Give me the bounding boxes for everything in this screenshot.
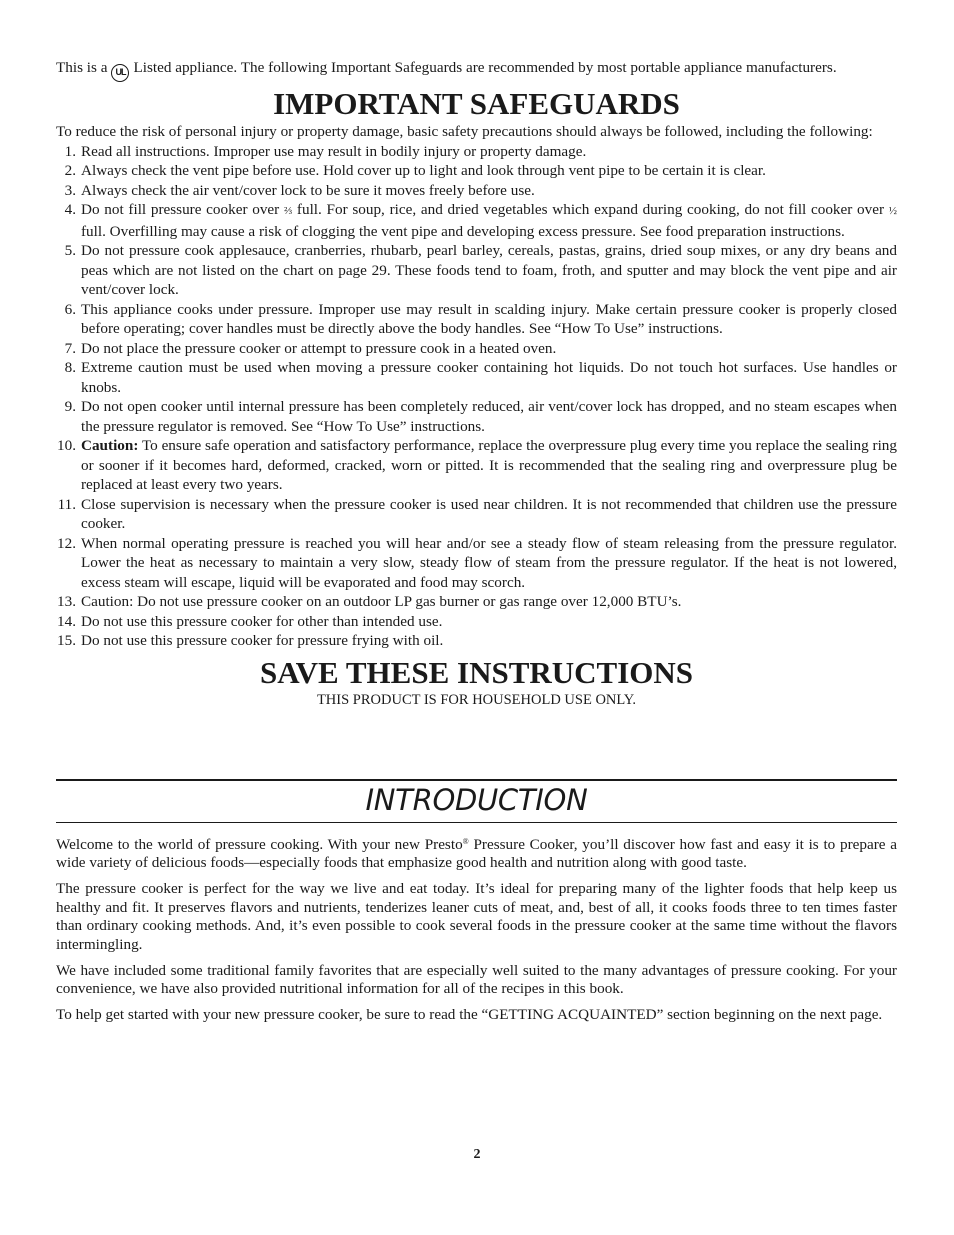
item-number: 1. xyxy=(64,142,76,160)
safeguard-item xyxy=(56,161,897,181)
introduction-heading: INTRODUCTION xyxy=(365,782,588,817)
safeguard-item xyxy=(56,300,897,339)
introduction-top-rule xyxy=(56,779,897,781)
item-text: Do not place the pressure cooker or attempt to pressure cook in a heated oven. xyxy=(81,339,557,357)
save-instructions-heading: SAVE THESE INSTRUCTIONS xyxy=(259,654,694,690)
safeguard-item xyxy=(56,495,897,534)
safeguard-item xyxy=(56,339,897,359)
item-number: 3. xyxy=(64,181,76,199)
safeguards-list xyxy=(56,142,897,651)
item-number: 2. xyxy=(64,162,76,179)
page-body xyxy=(56,58,897,1025)
item-text: Do not use this pressure cooker for pressure frying with oil. xyxy=(81,632,444,649)
item-text: This appliance cooks under pressure. Improper use may result in scalding injury. Make certain pressure cooker is properly closed before operating; cover handles must be directly above the body handles. See “How To Use” instructions. xyxy=(81,300,897,337)
introduction-paragraph xyxy=(56,836,897,873)
item-number: 15. xyxy=(57,632,76,649)
ul-listing-notice xyxy=(56,58,897,82)
introduction-paragraph: We have included some traditional family favorites that are especially well suited to the many advantages of pressure cooking. For your convenience, we have also provided nutritional information for all of the recipes in this book. xyxy=(56,961,897,998)
item-text: full. For soup, rice, and dried vegetables which expand during cooking, do not fill cooker over xyxy=(292,201,889,218)
safeguards-heading: IMPORTANT SAFEGUARDS xyxy=(273,86,680,121)
item-number: 7. xyxy=(64,339,76,357)
paragraph-text: Welcome to the world of pressure cooking. With your new Presto xyxy=(56,835,463,853)
safeguard-item xyxy=(56,241,897,300)
item-number: 10. xyxy=(57,437,76,454)
item-text: Always check the vent pipe before use. Hold cover up to light and look through vent pipe to be certain it is clear. xyxy=(81,162,766,179)
item-text: When normal operating pressure is reached you will hear and/or see a steady flow of steam releasing from the pressure regulator. Lower the heat as necessary to maintain a very slow, steady flow of steam from the pressure regulator. If the heat is not lowered, excess steam will escape, liquid will be evaporated and food may scorch. xyxy=(81,534,897,591)
item-text: To ensure safe operation and satisfactory performance, replace the overpressure plug every time you replace the sealing ring or sooner if it becomes hard, deformed, cracked, worn or pitted. It is recommended that the sealing ring and overpressure plug be replaced at least every two years. xyxy=(81,437,897,493)
safeguards-lead: To reduce the risk of personal injury or property damage, basic safety precautions should always be followed, including the following: xyxy=(56,123,873,140)
item-number: 9. xyxy=(64,398,76,415)
introduction-bottom-rule xyxy=(56,822,897,823)
item-text: Close supervision is necessary when the pressure cooker is used near children. It is not recommended that children use the pressure cooker. xyxy=(81,495,897,532)
item-number: 11. xyxy=(57,495,76,513)
item-number: 8. xyxy=(64,359,76,376)
safeguard-item xyxy=(56,534,897,593)
fraction-one-half: ½ xyxy=(888,205,897,217)
registered-mark: ® xyxy=(462,836,469,846)
item-text: full. Overfilling may cause a risk of clogging the vent pipe and developing excess pressure. See food preparation instructions. xyxy=(81,222,845,240)
safeguard-item xyxy=(56,436,897,495)
household-use-note: THIS PRODUCT IS FOR HOUSEHOLD USE ONLY. xyxy=(316,691,637,708)
item-number: 6. xyxy=(64,300,76,318)
paragraph-text: Pressure Cooker, you’ll discover how fast and easy it is to prepare a wide variety of delicious foods—especially foods that emphasize good health and nutrition along with good taste. xyxy=(56,835,897,872)
item-text: Do not fill pressure cooker over xyxy=(81,201,284,218)
safeguard-item xyxy=(56,358,897,397)
caution-label: Caution: xyxy=(81,437,139,454)
introduction-paragraph: To help get started with your new pressure cooker, be sure to read the “GETTING ACQUAINTED” section beginning on the next page. xyxy=(56,1006,883,1024)
item-text: Do not open cooker until internal pressure has been completely reduced, air vent/cover lock has dropped, and no steam escapes when the pressure regulator is removed. See “How To Use” instructions. xyxy=(81,398,897,435)
safeguard-item xyxy=(56,181,897,201)
notice-suffix: Listed appliance. The following Important Safeguards are recommended by most portable appliance manufacturers. xyxy=(133,59,837,76)
item-text: Extreme caution must be used when moving a pressure cooker containing hot liquids. Do not touch hot surfaces. Use handles or knobs. xyxy=(81,359,897,396)
page-number: 2 xyxy=(473,1147,481,1162)
safeguard-item xyxy=(56,592,897,612)
safeguard-item xyxy=(56,397,897,436)
item-number: 12. xyxy=(57,534,76,552)
item-text: Do not pressure cook applesauce, cranberries, rhubarb, pearl barley, cereals, pastas, grains, dried soup mixes, or any dry beans and peas which are not listed on the chart on page 29. These foods tend to foam, froth, and sputter and may block the vent pipe and air vent/cover lock. xyxy=(81,242,897,298)
item-text: Always check the air vent/cover lock to be sure it moves freely before use. xyxy=(81,181,535,199)
item-text: Caution: Do not use pressure cooker on an outdoor LP gas burner or gas range over 12,000 BTU’s. xyxy=(81,593,682,610)
safeguard-item xyxy=(56,631,897,651)
safeguard-item xyxy=(56,142,897,162)
safeguard-item xyxy=(56,200,897,241)
item-number: 5. xyxy=(64,242,76,259)
item-text: Do not use this pressure cooker for other than intended use. xyxy=(81,612,443,630)
item-number: 13. xyxy=(57,593,76,610)
notice-prefix: This is a xyxy=(56,59,108,76)
ul-listed-icon: UL xyxy=(111,64,129,82)
introduction-paragraph: The pressure cooker is perfect for the way we live and eat today. It’s ideal for preparing many of the lighter foods that help keep us healthy and fit. It preserves flavors and nutrients, tenderizes leaner cuts of meat, and, best of all, it cooks foods three to ten times faster than ordinary cooking methods. And, it’s even possible to cook several foods in the pressure cooker at the same time without the flavors intermingling. xyxy=(56,879,897,954)
fraction-two-thirds: ⅔ xyxy=(283,205,293,217)
item-text: Read all instructions. Improper use may result in bodily injury or property damage. xyxy=(81,142,587,160)
item-number: 14. xyxy=(57,612,76,630)
item-number: 4. xyxy=(64,201,76,218)
safeguard-item xyxy=(56,612,897,632)
